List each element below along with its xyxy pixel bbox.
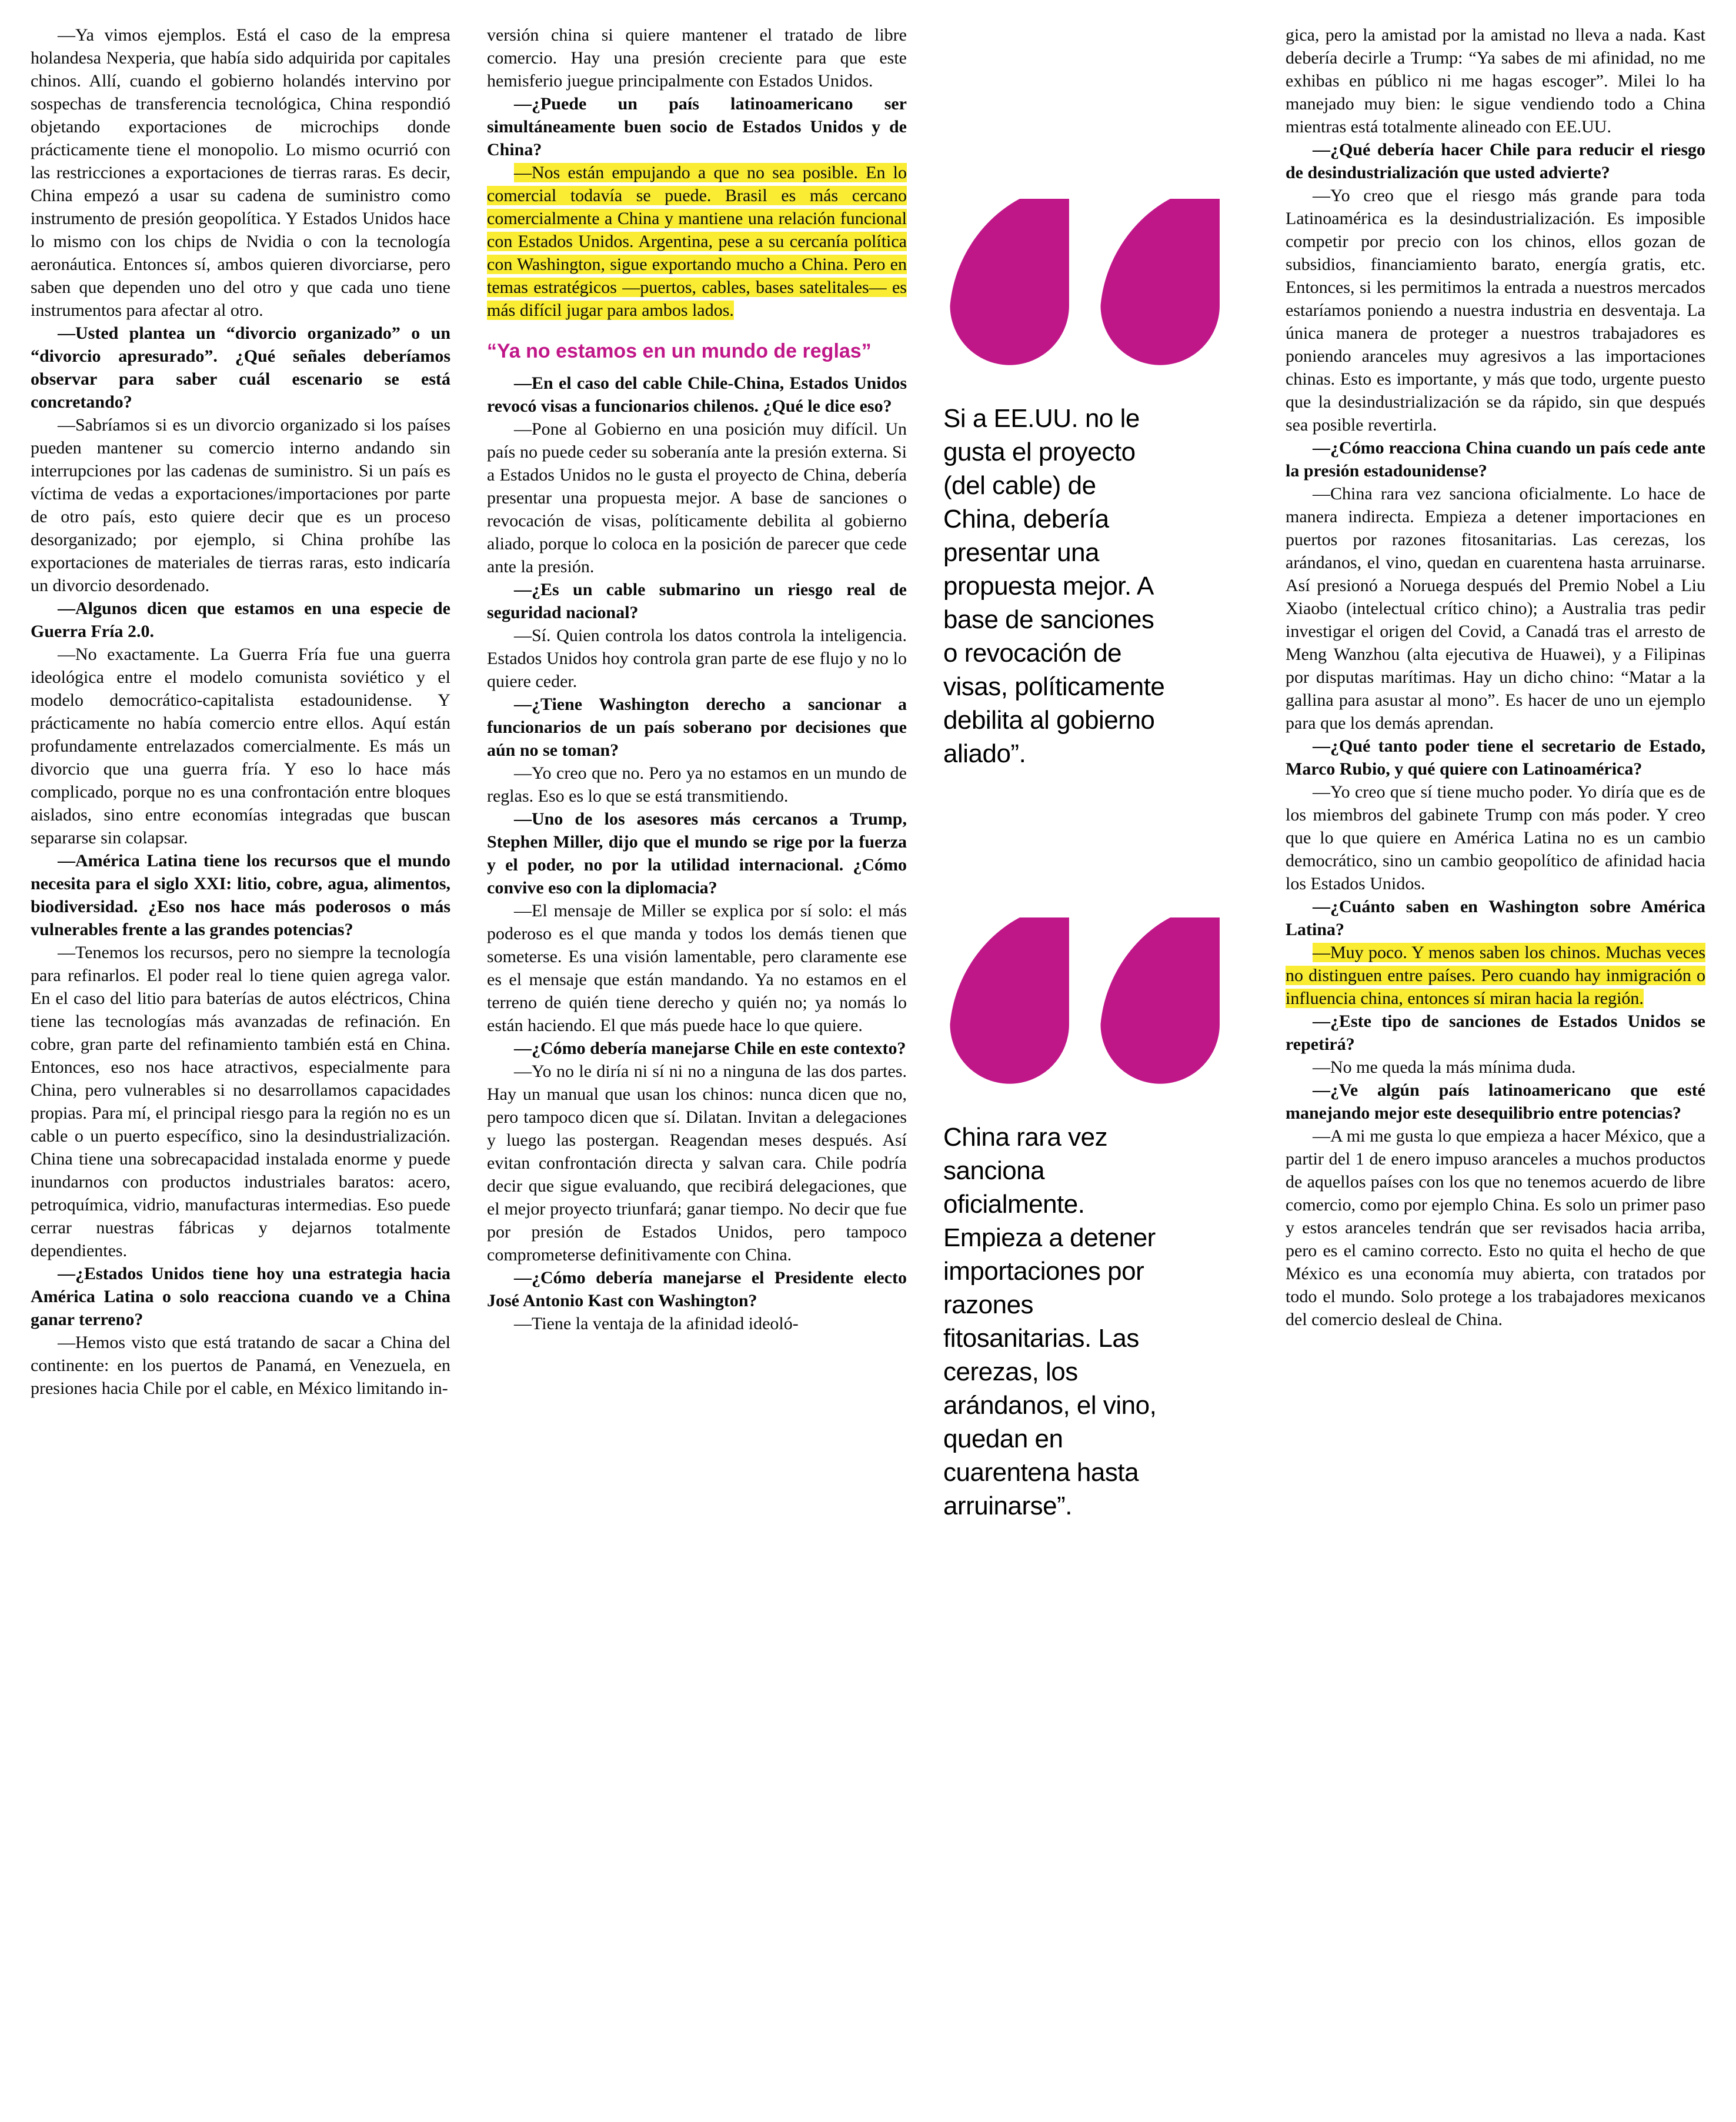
question-paragraph: —Algunos dicen que estamos en una especie de Guerra Fría 2.0. [31, 599, 450, 641]
quote-open-icon [943, 917, 1249, 1084]
answer-paragraph: —A mi me gusta lo que empieza a hacer México, que a partir del 1 de enero impuso aranceles a muchos productos de aquellos países con los que no tenemos acuerdo de libre comercio, como por ejemplo China. Es solo un primer paso y estos aranceles tendrán que ser revisados hacia arriba, pero es el camino correcto. Esto no quita el hecho de que México es una economía muy abierta, con tratados por todo el mundo. Solo protege a los trabajadores mexicanos del comercio desleal de China. [1286, 1126, 1706, 1329]
answer-paragraph: —Hemos visto que está tratando de sacar a China del continente: en los puertos de Panamá, en Venezuela, en presiones hacia Chile por el cable, en México limitando in- [31, 1333, 450, 1398]
highlighted-text: —Muy poco. Y menos saben los chinos. Muchas veces no distinguen entre países. Pero cuando hay inmigración o influencia china, entonces sí miran hacia la región. [1286, 943, 1705, 1008]
answer-paragraph: —Ya vimos ejemplos. Está el caso de la empresa holandesa Nexperia, que había sido adquirida por capitales chinos. Allí, cuando el gobierno holandés intervino por sospechas de transferencia tecnológica, China respondió objetando exportaciones de microchips donde prácticamente tiene el monopolio. Lo mismo ocurrió con las restricciones a exportaciones de tierras raras. Es decir, China empezó a usar su cadena de suministro como instrumento de presión geopolítica. Y Estados Unidos hace lo mismo con los chips de Nvidia o con la tecnología aeronáutica. Entonces sí, ambos quieren divorciarse, pero saben que dependen uno del otro y que cada uno tiene instrumentos para afectar al otro. [31, 25, 450, 320]
answer-paragraph: —El mensaje de Miller se explica por sí solo: el más poderoso es el que manda y todos los demás tienen que someterse. Es una visión lamentable, pero claramente ese es el mensaje que están mandando. Ya no estamos en el terreno de quién tiene derecho y quién no; ya nomás lo están haciendo. El que más puede hace lo que quiere. [487, 901, 907, 1035]
answer-paragraph: —Yo creo que no. Pero ya no estamos en un mundo de reglas. Eso es lo que se está transmitiendo. [487, 763, 907, 806]
question-paragraph: —¿Cómo reacciona China cuando un país cede ante la presión estadounidense? [1286, 438, 1705, 481]
text-column-1 [31, 24, 450, 2104]
question-paragraph: —¿Qué debería hacer Chile para reducir el riesgo de desindustrialización que usted advierte? [1286, 140, 1705, 182]
question-paragraph: —¿Puede un país latinoamericano ser simultáneamente buen socio de Estados Unidos y de China? [487, 94, 907, 159]
question-paragraph: —¿Cómo debería manejarse Chile en este contexto? [514, 1039, 906, 1058]
answer-continuation-paragraph: versión china si quiere mantener el tratado de libre comercio. Hay una presión creciente para que este hemisferio juegue principalmente con Estados Unidos. [487, 25, 907, 91]
question-paragraph: —¿Es un cable submarino un riesgo real de seguridad nacional? [487, 580, 907, 622]
question-paragraph: —América Latina tiene los recursos que el mundo necesita para el siglo XXI: litio, cobre, agua, alimentos, biodiversidad. ¿Eso nos hace más poderosos o más vulnerables frente a las grandes potencias? [31, 851, 450, 939]
question-paragraph: —¿Tiene Washington derecho a sancionar a funcionarios de un país soberano por decisiones que aún no se toman? [487, 695, 907, 760]
question-paragraph: —En el caso del cable Chile-China, Estados Unidos revocó visas a funcionarios chilenos. ¿Qué le dice eso? [487, 373, 907, 416]
answer-paragraph: —No me queda la más mínima duda. [1313, 1057, 1576, 1077]
question-paragraph: —¿Estados Unidos tiene hoy una estrategia hacia América Latina o solo reacciona cuando ve a China ganar terreno? [31, 1264, 450, 1329]
quote-open-icon [943, 199, 1249, 365]
section-subheading: “Ya no estamos en un mundo de reglas” [487, 340, 872, 362]
answer-continuation-paragraph: gica, pero la amistad por la amistad no lleva a nada. Kast debería decirle a Trump: “Ya sabes de mi afinidad, no me exhibas en público ni me hagas escoger”. Milei lo ha manejado muy bien: le sigue vendiendo todo a China mientras está totalmente alineado con EE.UU. [1286, 25, 1705, 136]
answer-paragraph: —Sí. Quien controla los datos controla la inteligencia. Estados Unidos hoy controla gran parte de ese flujo y no lo quiere ceder. [487, 626, 907, 691]
answer-paragraph-highlighted [1286, 941, 1705, 1010]
answer-paragraph: —Tenemos los recursos, pero no siempre la tecnología para refinarlos. El poder real lo tiene quien agrega valor. En el caso del litio para baterías de autos eléctricos, China tiene las tecnologías más avanzadas de refinación. En cobre, gran parte del refinamiento también está en China. Entonces, eso nos hace atractivos, especialmente para China, pero vulnerables si no desarrollamos capacidades propias. Para mí, el principal riesgo para la región no es un cable o un puerto específico, sino la desindustrialización. China tiene una sobrecapacidad instalada enorme y puede inundarnos con productos industriales baratos: acero, petroquímica, vidrio, manufacturas intermedias. Eso puede cerrar nuestras fábricas y dejarnos totalmente dependientes. [31, 943, 450, 1260]
question-paragraph: —¿Este tipo de sanciones de Estados Unidos se repetirá? [1286, 1012, 1705, 1054]
question-paragraph: —¿Qué tanto poder tiene el secretario de Estado, Marco Rubio, y qué quiere con Latinoamérica? [1286, 736, 1705, 779]
question-paragraph: —¿Cuánto saben en Washington sobre América Latina? [1286, 897, 1705, 939]
question-paragraph: —Usted plantea un “divorcio organizado” o un “divorcio apresurado”. ¿Qué señales deberíamos observar para saber cuál escenario se está concretando? [31, 323, 450, 412]
answer-paragraph: —Yo no le diría ni sí ni no a ninguna de las dos partes. Hay un manual que usan los chinos: nunca dicen que no, pero tampoco dicen que sí. Dilatan. Invitan a delegaciones y luego las postergan. Reagendan meses después. Así evitan confrontación directa y salvan cara. Chile podría decir que sigue evaluando, que recibirá delegaciones, que el mejor proyecto triunfará; ganar tiempo. No decir que fue por presión de Estados Unidos, pero tampoco comprometerse definitivamente con China. [487, 1062, 907, 1264]
answer-paragraph: —Yo creo que el riesgo más grande para toda Latinoamérica es la desindustrialización. Es imposible competir por precio con los chinos, ellos gozan de subsidios, financiamiento barato, energía gratis, etc. Entonces, si les permitimos la entrada a nuestros mercados estaríamos poniendo a nuestra industria en desventaja. La única manera de proteger a nuestros trabajadores es poniendo aranceles muy agresivos a las importaciones chinas. Esto es importante, y más que todo, urgente puesto que la desindustrialización se da rápido, sin que después sea posible revertirla. [1286, 186, 1705, 435]
question-paragraph: —Uno de los asesores más cercanos a Trump, Stephen Miller, dijo que el mundo se rige por la fuerza y el poder, no por la utilidad internacional. ¿Cómo convive eso con la diplomacia? [487, 809, 907, 897]
text-column-3 [1286, 24, 1705, 2104]
answer-paragraph: —China rara vez sanciona oficialmente. Lo hace de manera indirecta. Empieza a detener importaciones en puertos por razones fitosanitarias. Las cerezas, los arándanos, el vino, quedan en cuarentena hasta arruinarse. Así presionó a Noruega después del Premio Nobel a Liu Xiaobo (intelectual crítico chino); a Australia tras pedir investigar el origen del Covid, a Canadá tras el arresto de Meng Wanzhou (alta ejecutiva de Huawei), y a Filipinas por disputas marítimas. Hay un dicho chino: “Matar a la gallina para asustar al mono”. Es hacer de uno un ejemplo para que los demás aprendan. [1286, 484, 1705, 733]
answer-paragraph: —Pone al Gobierno en una posición muy difícil. Un país no puede ceder su soberanía ante la presión externa. Si a Estados Unidos no le gusta el proyecto de China, debería presentar una propuesta mejor. A base de sanciones o revocación de visas, políticamente debilita al gobierno aliado, porque lo coloca en la posición de parecer que cede ante la presión. [487, 419, 907, 576]
answer-paragraph: —Tiene la ventaja de la afinidad ideoló- [514, 1314, 799, 1333]
question-paragraph: —¿Ve algún país latinoamericano que esté manejando mejor este desequilibrio entre potencias? [1286, 1080, 1705, 1123]
question-paragraph: —¿Cómo debería manejarse el Presidente electo José Antonio Kast con Washington? [487, 1268, 907, 1310]
text-column-2 [487, 24, 907, 2104]
pull-quote: China rara vez sanciona oficialmente. Empieza a detener importaciones por razones fitosanitarias. Las cerezas, los arándanos, el vino, quedan en cuarentena hasta arruinarse”. [943, 1122, 1157, 1520]
answer-paragraph: —Yo creo que sí tiene mucho poder. Yo diría que es de los miembros del gabinete Trump con más poder. Y creo que lo que quiere en América Latina no es un cambio democrático, sino un cambio geopolítico de afinidad hacia los Estados Unidos. [1286, 782, 1705, 893]
answer-paragraph-highlighted [487, 161, 907, 322]
highlighted-text: —Nos están empujando a que no sea posible. En lo comercial todavía se puede. Brasil es más cercano comercialmente a China y mantiene una relación funcional con Estados Unidos. Argentina, pese a su cercanía política con Washington, sigue exportando mucho a China. Pero en temas estratégicos —puertos, cables, bases satelitales— es más difícil jugar para ambos lados. [487, 163, 907, 320]
pull-quote-column [943, 24, 1249, 2104]
answer-paragraph: —No exactamente. La Guerra Fría fue una guerra ideológica entre el modelo comunista soviético y el modelo democrático-capitalista estadounidense. Y prácticamente no había comercio entre ellos. Aquí están profundamente entrelazados comercialmente. Es más un divorcio que una guerra fría. Y eso lo hace más complicado, porque no es una confrontación entre bloques aislados, sino entre economías integradas que buscan separarse sin colapsar. [31, 645, 450, 848]
pull-quote: Si a EE.UU. no le gusta el proyecto (del cable) de China, debería presentar una propuesta mejor. A base de sanciones o revocación de visas, políticamente debilita al gobierno aliado”. [943, 403, 1165, 768]
answer-paragraph: —Sabríamos si es un divorcio organizado si los países pueden mantener su comercio interno andando sin interrupciones por las cadenas de suministro. Si un país es víctima de vedas a exportaciones/importaciones por parte de otro país, esto quiere decir que es un proceso desorganizado; por ejemplo, si China prohíbe las exportaciones de materiales de tierras raras, esto indicaría un divorcio desordenado. [31, 415, 450, 595]
